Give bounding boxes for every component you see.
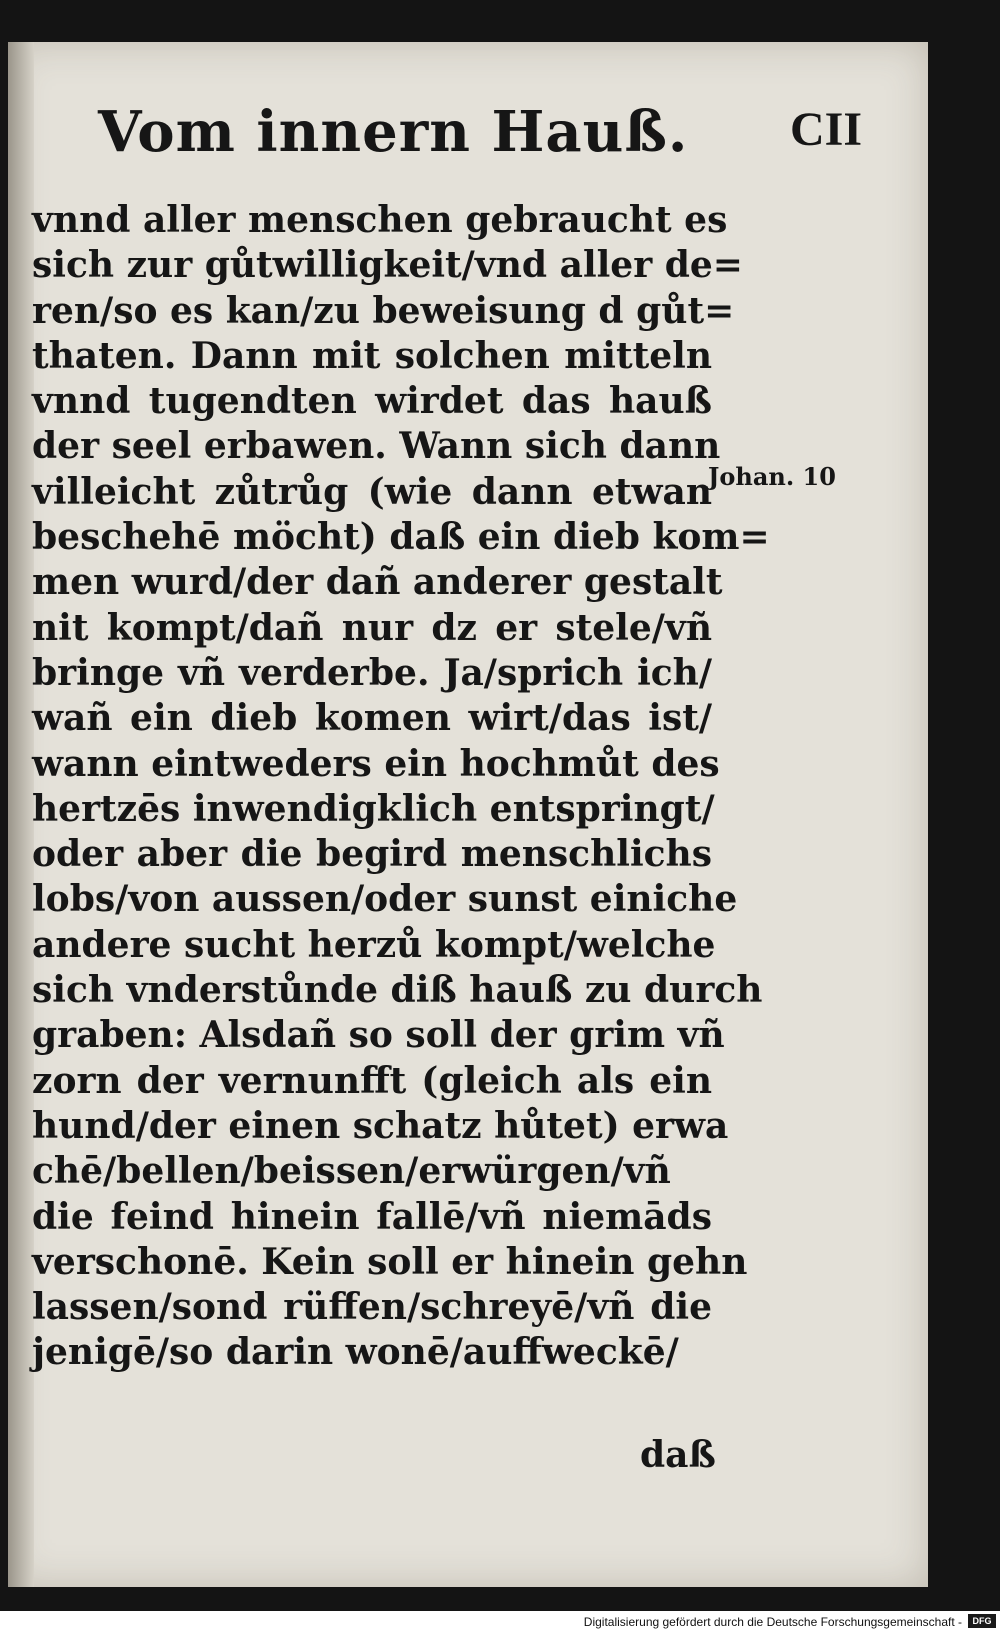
text-line: die feind hinein fallē/vñ niemāds [32, 1195, 712, 1238]
running-head: Vom innern Hauß. [98, 99, 689, 165]
text-line: vnnd tugendten wirdet das hauß [32, 380, 712, 423]
text-line: sich zur gůtwilligkeit/vnd aller de= [32, 244, 743, 287]
text-line: ren/so es kan/zu beweisung d gůt= [32, 289, 735, 332]
footer-credit: Digitalisierung gefördert durch die Deutsche Forschungsgemeinschaft - [583, 1615, 962, 1629]
text-line: lobs/von aussen/oder sunst einiche [32, 878, 738, 921]
text-line: der seel erbawen. Wann sich dann [32, 425, 721, 468]
dfg-logo: DFG [968, 1614, 996, 1628]
text-line: hund/der einen schatz hůtet) erwa [32, 1104, 729, 1147]
folio-number: CII [790, 103, 863, 156]
text-line: wann eintweders ein hochmůt des [32, 742, 720, 785]
text-line: bringe vñ verderbe. Ja/sprich ich/ [32, 651, 712, 694]
text-line: andere sucht herzů kompt/welche [32, 923, 716, 966]
catchword: daß [640, 1434, 716, 1476]
margin-note: Johan. 10 [708, 462, 836, 491]
text-line: hertzēs inwendigklich entspringt/ [32, 787, 715, 830]
text-line: oder aber die begird menschlichs [32, 833, 712, 876]
text-line: nit kompt/dañ nur dz er stele/vñ [32, 606, 712, 649]
text-line: thaten. Dann mit solchen mitteln [32, 334, 712, 377]
text-line: chē/bellen/beissen/erwürgen/vñ [32, 1150, 671, 1193]
text-line: jenigē/so darin wonē/auffweckē/ [32, 1331, 679, 1374]
text-line: sich vnderstůnde diß hauß zu durch [32, 969, 763, 1012]
page-gutter-edge [8, 42, 34, 1587]
text-line: graben: Alsdañ so soll der grim vñ [32, 1014, 725, 1057]
text-line: lassen/sond rüffen/schreyē/vñ die [32, 1286, 712, 1329]
text-line: zorn der vernunfft (gleich als ein [32, 1059, 712, 1102]
body-text [32, 198, 770, 1376]
text-line: men wurd/der dañ anderer gestalt [32, 561, 723, 604]
text-line: vnnd aller menschen gebraucht es [32, 199, 728, 241]
text-line: wañ ein dieb komen wirt/das ist/ [32, 697, 712, 740]
text-line: beschehē möcht) daß ein dieb kom= [32, 516, 770, 559]
text-line: villeicht zůtrůg (wie dann etwan [32, 470, 712, 513]
text-line: verschonē. Kein soll er hinein gehn [32, 1240, 748, 1283]
